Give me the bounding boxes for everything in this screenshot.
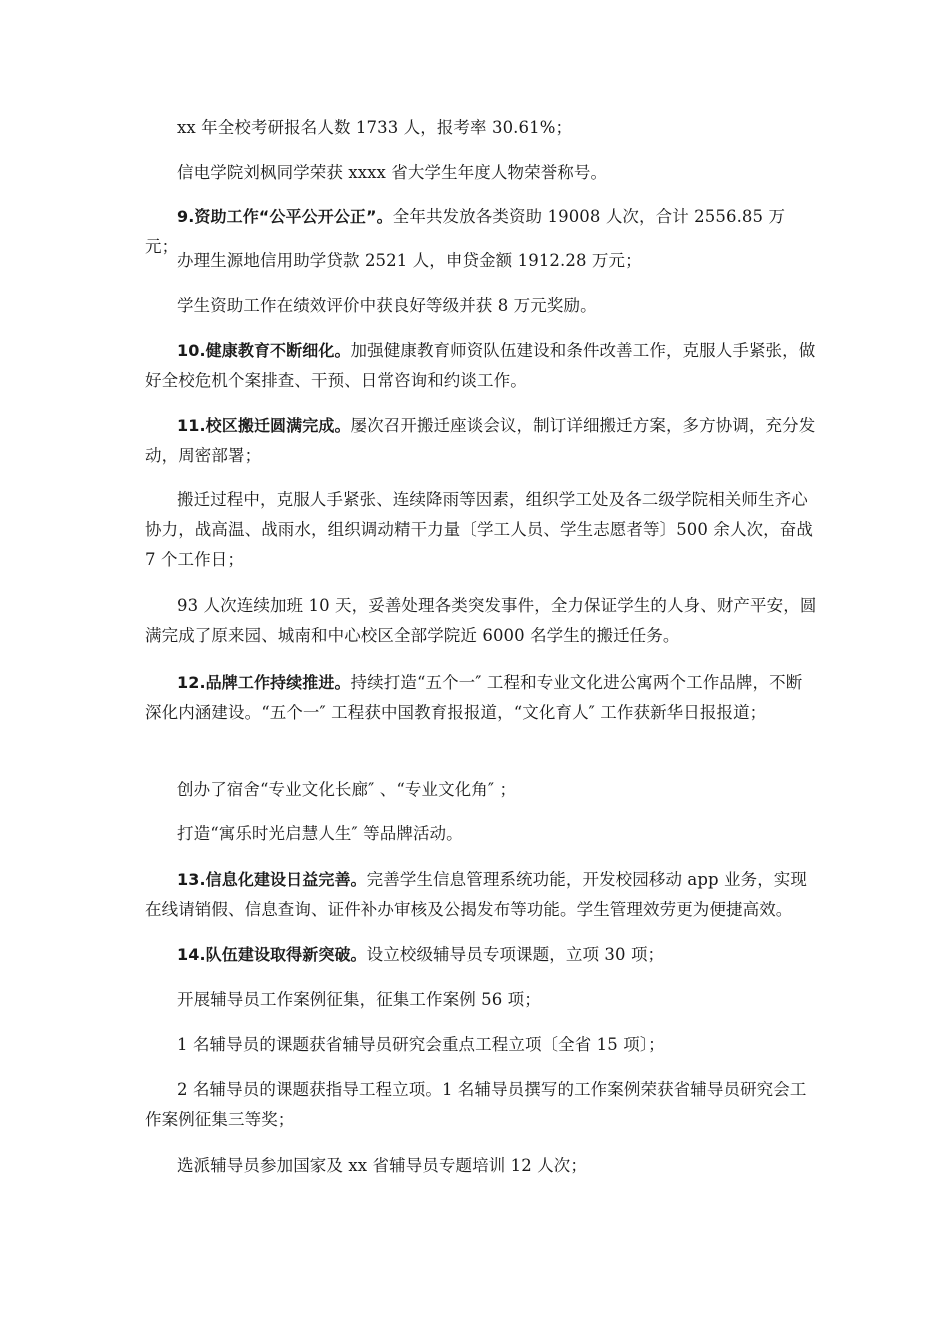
paragraph: 93 人次连续加班 10 天，妥善处理各类突发事件，全力保证学生的人身、财产平安，圆满完成了原来园、城南和中心校区全部学院近 6000 名学生的搬迁任务。 (145, 596, 817, 645)
paragraph: 创办了宿舍“专业文化长廊″ 、“专业文化角″ ； (177, 780, 517, 799)
paragraph: 2 名辅导员的课题获指导工程立项。1 名辅导员撰写的工作案例荣获省辅导员研究会工作案例征集三等奖； (145, 1080, 807, 1129)
paragraph-heading: 12.品牌工作持续推进。 (177, 673, 351, 692)
paragraph: 办理生源地信用助学贷款 2521 人，申贷金额 1912.28 万元； (177, 251, 642, 270)
paragraph-heading: 14.队伍建设取得新突破。 (177, 945, 367, 964)
paragraph: 信电学院刘枫同学荣获 xxxx 省大学生年度人物荣誉称号。 (177, 163, 608, 182)
paragraph: 选派辅导员参加国家及 xx 省辅导员专题培训 12 人次； (177, 1156, 587, 1175)
paragraph: 14.队伍建设取得新突破。设立校级辅导员专项课题，立项 30 项； (177, 945, 665, 964)
paragraph: 开展辅导员工作案例征集，征集工作案例 56 项； (177, 990, 541, 1009)
paragraph: 9.资助工作“公平公开公正”。全年共发放各类资助 19008 人次，合计 2556.85 万元； (145, 207, 786, 256)
paragraph-heading: 11.校区搬迁圆满完成。 (177, 416, 351, 435)
paragraph-heading: 9.资助工作“公平公开公正”。 (177, 207, 393, 226)
paragraph-heading: 13.信息化建设日益完善。 (177, 870, 367, 889)
paragraph: 1 名辅导员的课题获省辅导员研究会重点工程立项〔全省 15 项〕； (177, 1035, 665, 1054)
paragraph: 12.品牌工作持续推进。持续打造“五个一″ 工程和专业文化进公寓两个工作品牌，不断深化内涵建设。“五个一″ 工程获中国教育报报道，“文化育人″ 工作获新华日报报道； (145, 673, 803, 722)
paragraph: 搬迁过程中，克服人手紧张、连续降雨等因素，组织学工处及各二级学院相关师生齐心协力，战高温、战雨水，组织调动精干力量〔学工人员、学生志愿者等〕500 余人次，奋战 7 个工作日； (145, 490, 813, 569)
paragraph: xx 年全校考研报名人数 1733 人，报考率 30.61%； (177, 118, 573, 137)
paragraph: 11.校区搬迁圆满完成。屡次召开搬迁座谈会议，制订详细搬迁方案，多方协调，充分发动，周密部署； (145, 416, 816, 465)
paragraph: 13.信息化建设日益完善。完善学生信息管理系统功能，开发校园移动 app 业务，实现在线请销假、信息查询、证件补办审核及公揭发布等功能。学生管理效劳更为便捷高效。 (145, 870, 808, 919)
paragraph: 10.健康教育不断细化。加强健康教育师资队伍建设和条件改善工作，克服人手紧张，做好全校危机个案排查、干预、日常咨询和约谈工作。 (145, 341, 816, 390)
paragraph: 打造“寓乐时光启慧人生″ 等品牌活动。 (177, 824, 463, 843)
paragraph: 学生资助工作在绩效评价中获良好等级并获 8 万元奖励。 (177, 296, 597, 315)
paragraph-heading: 10.健康教育不断细化。 (177, 341, 351, 360)
